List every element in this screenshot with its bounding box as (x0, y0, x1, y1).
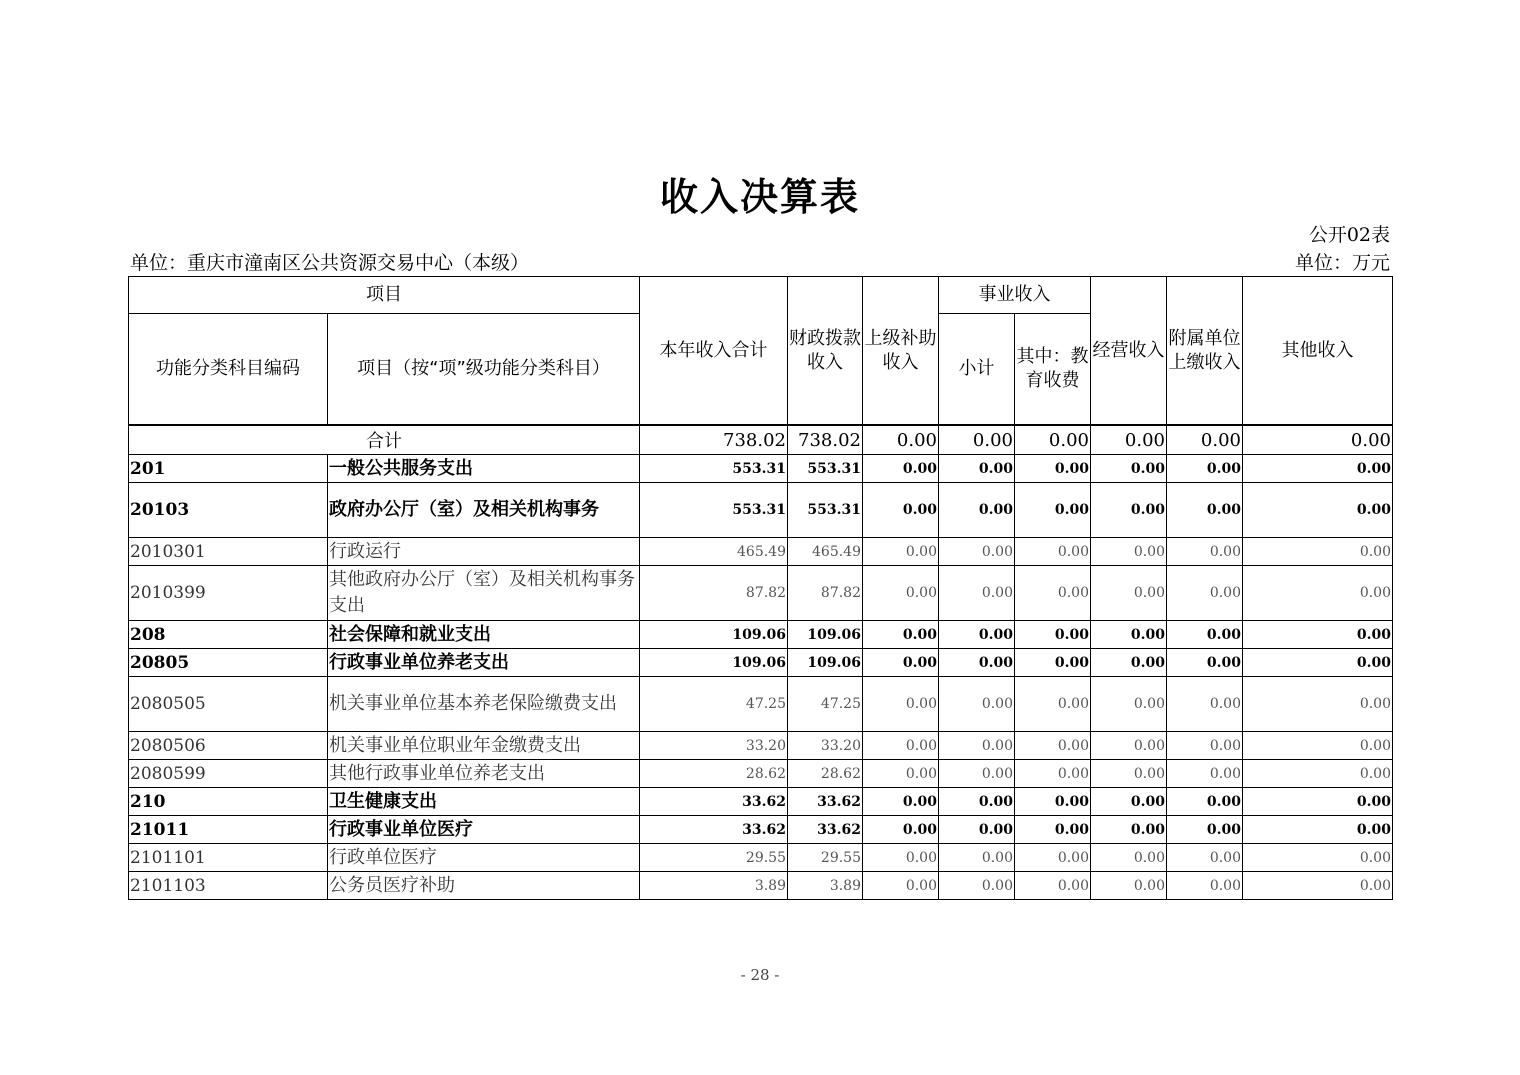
row-value: 47.25 (788, 677, 863, 732)
row-value: 0.00 (1243, 788, 1393, 816)
row-value: 0.00 (1243, 566, 1393, 621)
header-other: 其他收入 (1243, 277, 1393, 426)
row-code: 2080599 (129, 760, 328, 788)
total-cell: 0.00 (863, 425, 939, 455)
row-value: 0.00 (1091, 649, 1167, 677)
row-value: 0.00 (939, 732, 1015, 760)
row-value: 0.00 (1243, 872, 1393, 900)
row-value: 0.00 (863, 483, 939, 538)
row-value: 0.00 (1243, 816, 1393, 844)
row-value: 0.00 (939, 760, 1015, 788)
row-value: 0.00 (1091, 816, 1167, 844)
row-value: 0.00 (939, 455, 1015, 483)
row-value: 0.00 (1015, 816, 1091, 844)
row-value: 0.00 (863, 732, 939, 760)
row-value: 0.00 (1015, 760, 1091, 788)
row-value: 28.62 (788, 760, 863, 788)
total-row (129, 425, 1393, 455)
row-value: 0.00 (1091, 538, 1167, 566)
form-number: 公开02表 (1308, 224, 1390, 246)
row-value: 0.00 (1091, 844, 1167, 872)
row-code: 2010399 (129, 566, 328, 621)
header-total-income: 本年收入合计 (640, 277, 788, 426)
header-item: 项目（按“项”级功能分类科目） (328, 314, 640, 426)
row-value: 0.00 (1243, 621, 1393, 649)
row-value: 0.00 (1243, 732, 1393, 760)
row-value: 0.00 (1015, 455, 1091, 483)
row-value: 0.00 (1243, 677, 1393, 732)
row-name: 行政运行 (328, 538, 640, 566)
row-value: 0.00 (1015, 483, 1091, 538)
row-value: 0.00 (1167, 566, 1243, 621)
row-value: 0.00 (1015, 566, 1091, 621)
row-code: 21011 (129, 816, 328, 844)
row-value: 33.62 (788, 816, 863, 844)
row-value: 0.00 (1167, 788, 1243, 816)
row-value: 0.00 (1091, 566, 1167, 621)
table-row (129, 649, 1393, 677)
row-code: 210 (129, 788, 328, 816)
table-row (129, 455, 1393, 483)
row-name: 公务员医疗补助 (328, 872, 640, 900)
row-value: 0.00 (863, 872, 939, 900)
row-value: 0.00 (1091, 483, 1167, 538)
row-value: 0.00 (1167, 732, 1243, 760)
currency-unit: 单位：万元 (1294, 252, 1390, 274)
total-cell: 0.00 (1015, 425, 1091, 455)
row-value: 0.00 (863, 760, 939, 788)
row-value: 0.00 (1243, 844, 1393, 872)
row-value: 0.00 (1015, 872, 1091, 900)
total-cell: 0.00 (1167, 425, 1243, 455)
table-row (129, 816, 1393, 844)
table-row (129, 872, 1393, 900)
row-value: 0.00 (1091, 455, 1167, 483)
row-value: 0.00 (1091, 788, 1167, 816)
row-name: 政府办公厅（室）及相关机构事务 (328, 483, 640, 538)
row-name: 卫生健康支出 (328, 788, 640, 816)
row-value: 87.82 (788, 566, 863, 621)
row-name: 行政事业单位医疗 (328, 816, 640, 844)
row-value: 0.00 (939, 566, 1015, 621)
row-value: 28.62 (640, 760, 788, 788)
row-value: 33.62 (640, 788, 788, 816)
header-fiscal: 财政拨款收入 (788, 277, 863, 426)
row-value: 0.00 (1091, 732, 1167, 760)
row-value: 0.00 (1091, 872, 1167, 900)
row-code: 2101103 (129, 872, 328, 900)
row-name: 机关事业单位基本养老保险缴费支出 (328, 677, 640, 732)
row-code: 2010301 (129, 538, 328, 566)
row-value: 33.62 (640, 816, 788, 844)
row-value: 0.00 (939, 621, 1015, 649)
row-value: 553.31 (640, 483, 788, 538)
row-value: 0.00 (1167, 760, 1243, 788)
row-value: 0.00 (939, 872, 1015, 900)
row-code: 20103 (129, 483, 328, 538)
row-value: 465.49 (640, 538, 788, 566)
row-code: 2101101 (129, 844, 328, 872)
row-value: 0.00 (1015, 732, 1091, 760)
total-cell: 0.00 (1243, 425, 1393, 455)
row-value: 0.00 (863, 649, 939, 677)
row-code: 201 (129, 455, 328, 483)
header-superior: 上级补助收入 (863, 277, 939, 426)
row-name: 机关事业单位职业年金缴费支出 (328, 732, 640, 760)
row-value: 0.00 (1167, 538, 1243, 566)
row-value: 0.00 (939, 816, 1015, 844)
row-value: 29.55 (640, 844, 788, 872)
row-value: 0.00 (1015, 677, 1091, 732)
row-value: 0.00 (939, 649, 1015, 677)
total-cell: 738.02 (788, 425, 863, 455)
table-body (129, 425, 1393, 900)
table-row (129, 732, 1393, 760)
header-code: 功能分类科目编码 (129, 314, 328, 426)
row-value: 109.06 (640, 621, 788, 649)
row-value: 0.00 (1015, 621, 1091, 649)
row-value: 0.00 (1243, 483, 1393, 538)
table-row (129, 538, 1393, 566)
header-affiliated: 附属单位上缴收入 (1167, 277, 1243, 426)
total-cell: 0.00 (1091, 425, 1167, 455)
row-value: 109.06 (788, 621, 863, 649)
row-value: 0.00 (1167, 816, 1243, 844)
row-name: 行政单位医疗 (328, 844, 640, 872)
row-code: 208 (129, 621, 328, 649)
row-value: 33.62 (788, 788, 863, 816)
row-value: 109.06 (640, 649, 788, 677)
row-value: 109.06 (788, 649, 863, 677)
row-name: 一般公共服务支出 (328, 455, 640, 483)
table-row (129, 760, 1393, 788)
row-value: 0.00 (1091, 677, 1167, 732)
row-value: 553.31 (788, 483, 863, 538)
header-edu: 其中：教育收费 (1015, 314, 1091, 426)
row-value: 0.00 (939, 788, 1015, 816)
row-name: 社会保障和就业支出 (328, 621, 640, 649)
row-value: 0.00 (863, 538, 939, 566)
row-value: 0.00 (1243, 538, 1393, 566)
reporting-unit: 单位：重庆市潼南区公共资源交易中心（本级） (130, 252, 530, 274)
row-name: 其他政府办公厅（室）及相关机构事务支出 (328, 566, 640, 621)
row-value: 0.00 (1243, 455, 1393, 483)
table-row (129, 483, 1393, 538)
total-cell: 738.02 (640, 425, 788, 455)
total-label: 合计 (129, 425, 640, 455)
row-value: 29.55 (788, 844, 863, 872)
row-value: 0.00 (1015, 649, 1091, 677)
header-operation: 经营收入 (1091, 277, 1167, 426)
total-cell: 0.00 (939, 425, 1015, 455)
row-value: 0.00 (863, 788, 939, 816)
row-value: 465.49 (788, 538, 863, 566)
row-value: 0.00 (1167, 455, 1243, 483)
row-code: 20805 (129, 649, 328, 677)
page-title: 收入决算表 (659, 175, 860, 219)
row-value: 3.89 (640, 872, 788, 900)
row-value: 0.00 (1091, 760, 1167, 788)
table-row (129, 788, 1393, 816)
row-code: 2080506 (129, 732, 328, 760)
row-value: 0.00 (1015, 788, 1091, 816)
row-value: 33.20 (788, 732, 863, 760)
row-value: 0.00 (863, 677, 939, 732)
row-value: 0.00 (1167, 621, 1243, 649)
row-value: 47.25 (640, 677, 788, 732)
row-value: 0.00 (863, 621, 939, 649)
row-value: 553.31 (640, 455, 788, 483)
row-value: 0.00 (1167, 649, 1243, 677)
row-value: 3.89 (788, 872, 863, 900)
row-value: 0.00 (1167, 677, 1243, 732)
header-subtotal: 小计 (939, 314, 1015, 426)
header-business: 事业收入 (939, 277, 1091, 314)
row-value: 0.00 (939, 677, 1015, 732)
row-value: 33.20 (640, 732, 788, 760)
row-value: 0.00 (1167, 872, 1243, 900)
row-value: 0.00 (1243, 760, 1393, 788)
row-value: 0.00 (863, 844, 939, 872)
row-value: 0.00 (1243, 649, 1393, 677)
table-row (129, 621, 1393, 649)
row-value: 0.00 (939, 483, 1015, 538)
table-row (129, 677, 1393, 732)
row-value: 0.00 (1015, 844, 1091, 872)
row-value: 553.31 (788, 455, 863, 483)
row-name: 其他行政事业单位养老支出 (328, 760, 640, 788)
row-value: 0.00 (1091, 621, 1167, 649)
page-number: - 28 - (740, 966, 780, 984)
row-value: 0.00 (1167, 844, 1243, 872)
row-value: 0.00 (1015, 538, 1091, 566)
row-value: 0.00 (863, 455, 939, 483)
table-row (129, 566, 1393, 621)
row-value: 0.00 (1167, 483, 1243, 538)
row-name: 行政事业单位养老支出 (328, 649, 640, 677)
row-value: 0.00 (863, 816, 939, 844)
row-value: 87.82 (640, 566, 788, 621)
table-row (129, 844, 1393, 872)
header-project: 项目 (129, 277, 640, 314)
income-budget-table (128, 276, 1393, 900)
row-value: 0.00 (939, 538, 1015, 566)
row-value: 0.00 (863, 566, 939, 621)
row-code: 2080505 (129, 677, 328, 732)
row-value: 0.00 (939, 844, 1015, 872)
